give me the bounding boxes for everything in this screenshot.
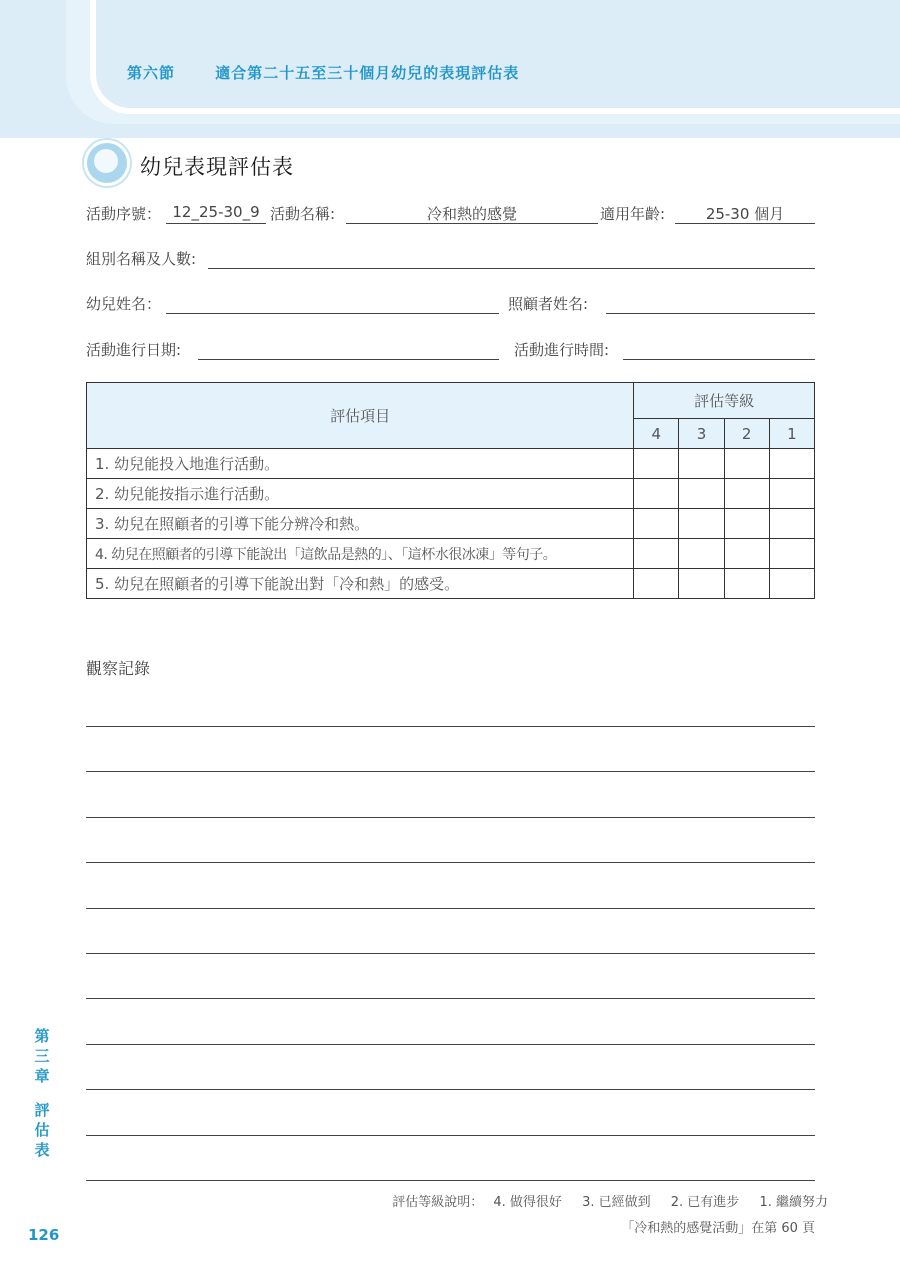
names-row xyxy=(86,293,815,317)
activity-name-label: 活動名稱: xyxy=(270,205,336,223)
rating-cell[interactable] xyxy=(679,509,724,539)
observation-line[interactable] xyxy=(86,1044,815,1045)
legend-item: 4. 做得很好 xyxy=(493,1195,562,1210)
table-row xyxy=(87,539,815,569)
caregiver-field[interactable] xyxy=(606,293,815,314)
date-field[interactable] xyxy=(198,339,499,360)
rating-cell[interactable] xyxy=(724,479,769,509)
group-field[interactable] xyxy=(208,248,815,269)
time-label: 活動進行時間: xyxy=(514,341,610,359)
time-field[interactable] xyxy=(623,339,815,360)
bubble-icon xyxy=(84,140,130,186)
activity-reference: 「冷和熱的感覺活動」在第 60 頁 xyxy=(621,1221,815,1236)
level-1-header: 1 xyxy=(769,419,814,449)
group-row xyxy=(86,248,815,272)
legend-label: 評估等級說明： xyxy=(392,1195,484,1210)
rating-cell[interactable] xyxy=(634,569,679,599)
item-text: 5. 幼兒在照顧者的引導下能說出對「冷和熱」的感受。 xyxy=(87,569,634,599)
level-header: 評估等級 xyxy=(634,383,815,419)
rating-legend xyxy=(392,1191,828,1210)
age-label: 適用年齡: xyxy=(600,205,666,223)
section-title: 適合第二十五至三十個月幼兒的表現評估表 xyxy=(215,64,520,82)
date-label: 活動進行日期: xyxy=(86,341,182,359)
evaluation-table xyxy=(86,382,815,599)
section-number: 第六節 xyxy=(127,64,176,82)
table-row xyxy=(87,509,815,539)
rating-cell[interactable] xyxy=(769,539,814,569)
rating-cell[interactable] xyxy=(724,449,769,479)
rating-cell[interactable] xyxy=(679,479,724,509)
rating-cell[interactable] xyxy=(769,449,814,479)
rating-cell[interactable] xyxy=(769,509,814,539)
rating-cell[interactable] xyxy=(679,539,724,569)
page-number: 126 xyxy=(28,1226,60,1244)
form-title: 幼兒表現評估表 xyxy=(140,155,294,179)
observation-line[interactable] xyxy=(86,953,815,954)
legend-item: 2. 已有進步 xyxy=(670,1195,740,1210)
rating-cell[interactable] xyxy=(769,479,814,509)
section-heading xyxy=(127,62,519,83)
rating-cell[interactable] xyxy=(634,539,679,569)
item-header: 評估項目 xyxy=(87,383,634,449)
item-text: 4. 幼兒在照顧者的引導下能說出「這飲品是熱的」、「這杯水很冰凍」等句子。 xyxy=(87,539,634,569)
age-field[interactable]: 25-30 個月 xyxy=(675,203,815,224)
observation-line[interactable] xyxy=(86,862,815,863)
rating-cell[interactable] xyxy=(634,449,679,479)
child-name-label: 幼兒姓名： xyxy=(86,295,162,313)
child-name-field[interactable] xyxy=(166,293,499,314)
legend-item: 3. 已經做到 xyxy=(582,1195,651,1210)
side-chapter-label xyxy=(33,1026,51,1160)
chapter-label: 第三章 xyxy=(34,1027,50,1085)
rating-cell[interactable] xyxy=(724,539,769,569)
rating-cell[interactable] xyxy=(634,479,679,509)
table-row xyxy=(87,479,815,509)
table-row xyxy=(87,449,815,479)
observation-label: 觀察記錄 xyxy=(86,659,151,678)
rating-cell[interactable] xyxy=(634,509,679,539)
group-label: 組別名稱及人數: xyxy=(86,250,197,268)
observation-line[interactable] xyxy=(86,726,815,727)
level-3-header: 3 xyxy=(679,419,724,449)
item-text: 1. 幼兒能投入地進行活動。 xyxy=(87,449,634,479)
rating-cell[interactable] xyxy=(769,569,814,599)
observation-line[interactable] xyxy=(86,1089,815,1090)
rating-cell[interactable] xyxy=(724,509,769,539)
activity-name-field[interactable]: 冷和熱的感覺 xyxy=(346,203,598,224)
datetime-row xyxy=(86,339,815,363)
caregiver-label: 照顧者姓名: xyxy=(508,295,589,313)
observation-line[interactable] xyxy=(86,908,815,909)
observation-line[interactable] xyxy=(86,771,815,772)
section-label: 評估表 xyxy=(34,1101,50,1159)
rating-cell[interactable] xyxy=(679,449,724,479)
level-2-header: 2 xyxy=(724,419,769,449)
activity-no-label: 活動序號： xyxy=(86,205,162,223)
rating-cell[interactable] xyxy=(679,569,724,599)
level-4-header: 4 xyxy=(634,419,679,449)
observation-line[interactable] xyxy=(86,1135,815,1136)
header-tab-inner xyxy=(90,0,900,114)
legend-item: 1. 繼續努力 xyxy=(759,1195,828,1210)
activity-no-field[interactable]: 12_25-30_9 xyxy=(166,203,266,224)
item-text: 2. 幼兒能按指示進行活動。 xyxy=(87,479,634,509)
item-text: 3. 幼兒在照顧者的引導下能分辨冷和熱。 xyxy=(87,509,634,539)
table-row xyxy=(87,569,815,599)
rating-cell[interactable] xyxy=(724,569,769,599)
activity-info-row xyxy=(86,203,815,227)
observation-line[interactable] xyxy=(86,998,815,999)
observation-line[interactable] xyxy=(86,1180,815,1181)
observation-line[interactable] xyxy=(86,817,815,818)
